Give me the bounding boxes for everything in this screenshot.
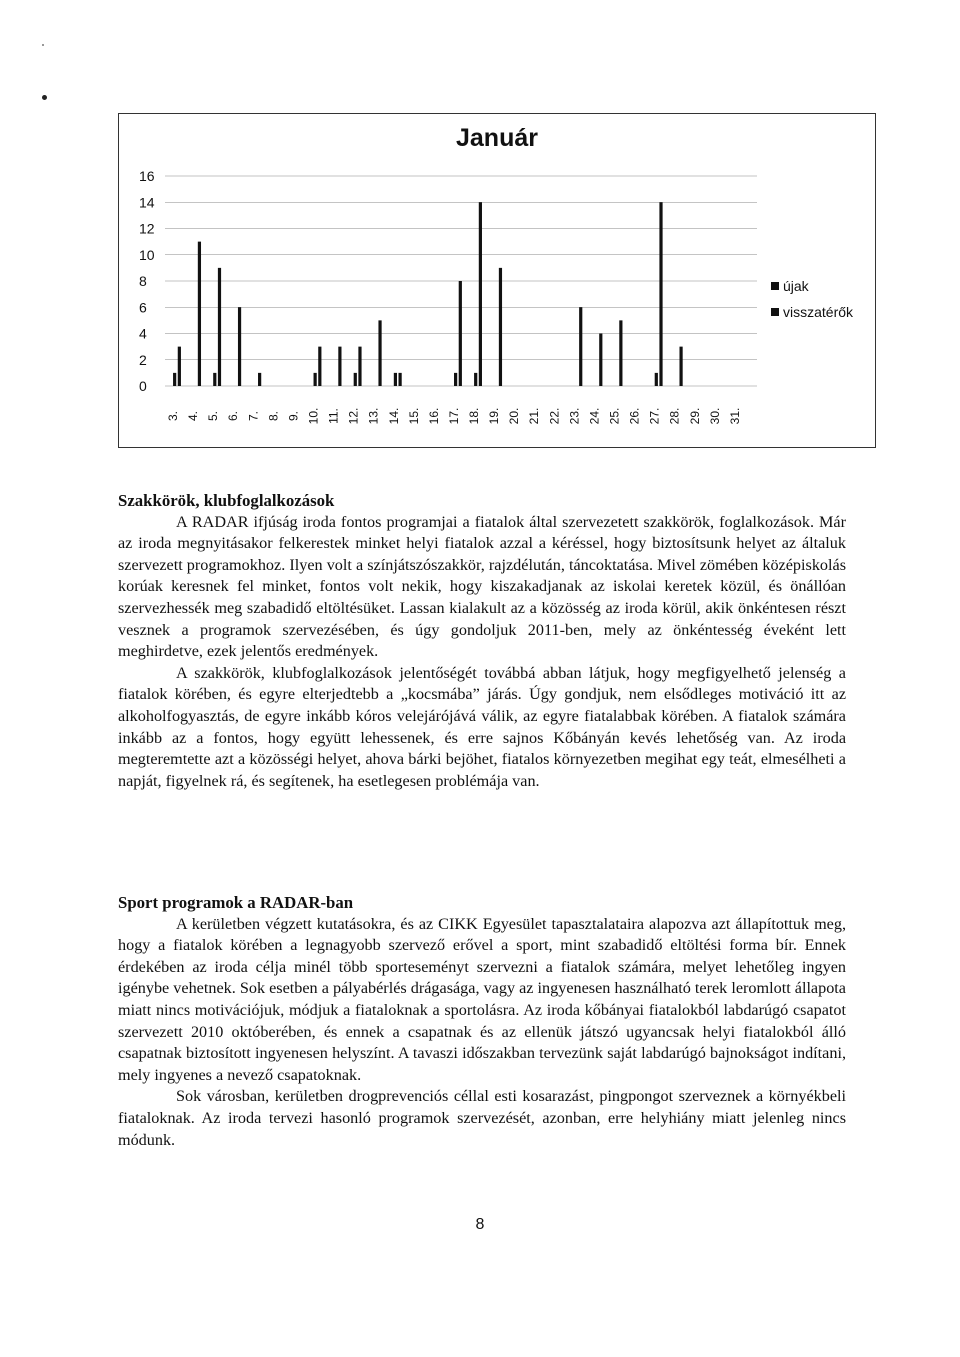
x-tick-label: 5. <box>206 410 221 422</box>
bar-returning <box>619 320 622 386</box>
x-tick-label: 14. <box>386 407 401 425</box>
bar-returning <box>459 281 462 386</box>
x-tick-label: 9. <box>286 410 301 422</box>
bar-returning <box>258 373 261 386</box>
x-tick-label: 20. <box>507 407 522 425</box>
bar-returning <box>599 334 602 387</box>
x-tick-label: 26. <box>627 407 642 425</box>
y-tick-label: 0 <box>139 378 147 394</box>
bar-new <box>394 373 397 386</box>
x-tick-label: 18. <box>467 407 482 425</box>
bar-returning <box>579 307 582 386</box>
y-tick-label: 4 <box>139 325 147 342</box>
legend-swatch-icon <box>771 282 779 290</box>
y-tick-label: 2 <box>139 351 147 368</box>
bar-new <box>454 373 457 386</box>
chart-legend <box>771 278 853 330</box>
chart-title: Január <box>456 124 538 152</box>
x-tick-label: 27. <box>647 407 662 425</box>
x-tick-label: 4. <box>186 410 201 422</box>
y-tick-label: 16 <box>139 168 155 184</box>
y-tick-label: 12 <box>139 220 155 237</box>
y-tick-label: 6 <box>139 299 147 316</box>
section-sports <box>118 892 846 1151</box>
x-tick-label: 30. <box>707 407 722 425</box>
x-tick-label: 22. <box>547 407 562 425</box>
x-tick-label: 6. <box>226 410 241 422</box>
x-tick-label: 29. <box>687 407 702 425</box>
paragraph: A RADAR ifjúság iroda fontos programjai a fiatalok által szervezetett szakkörök, foglalkozások. Már az iroda megnyitásakor felkerestek minket helyi fiatalok azzal a kéréssel, hogy biztosítsunk helyet az általuk szervezett programokhoz. Ilyen volt a színjátszószakkör, rajzdélután, táncoktatása. Mivel zömében középiskolás korúak keresnek fel minket, fontos volt nekik, hogy kiszakadjanak az iskolai keretek közül, és önállóan szervezhessék meg szabadidő eltöltésüket. Lassan kialakult az a közösség az iroda körül, akik önkéntesen részt vesznek a programok szervezésében, és úgy gondoljuk 2011-ben, mely az önkéntesség éveként lett meghirdetve, ezek jelentős eredmények. <box>118 512 846 661</box>
bar-returning <box>318 347 321 386</box>
x-tick-label: 25. <box>607 407 622 425</box>
bar-returning <box>399 373 402 386</box>
x-tick-label: 19. <box>487 407 502 425</box>
x-tick-label: 16. <box>426 407 441 425</box>
x-tick-label: 15. <box>406 407 421 425</box>
y-tick-label: 8 <box>139 273 147 289</box>
y-tick-label: 10 <box>139 246 155 263</box>
bar-returning <box>679 347 682 386</box>
paragraph: A szakkörök, klubfoglalkozások jelentőségét továbbá abban látjuk, hogy megfigyelhető jelenség a fiatalok körében, és egyre elterjedtebb a „kocsmába” járás. Úgy gondjuk, nem elsődleges motiváció itt az alkoholfogyasztás, de egyre inkább kóros velejárójává válik, az egyre fiatalabbak körében. A fiatalok számára inkább az a fontos, hogy együtt lehessenek, és erre sajnos Kőbányán kevés lehetőség van. Az iroda megteremtette azt a közösségi helyet, ahova bárki bejöhet, fiatalos környezetben megihat egy teát, elmesélheti a napját, figyelnek rá, és segítenek, ha esetlegesen problémája van. <box>118 663 846 790</box>
chart-frame <box>118 113 876 448</box>
x-tick-label: 13. <box>366 407 381 425</box>
bar-new <box>213 373 216 386</box>
x-tick-label: 11. <box>326 408 341 424</box>
x-tick-label: 17. <box>446 407 461 425</box>
section-heading: Szakkörök, klubfoglalkozások <box>118 491 335 510</box>
bar-returning <box>178 347 181 386</box>
legend-label-new: újak <box>783 278 809 294</box>
legend-label-returning: visszatérők <box>783 304 854 320</box>
stray-dot <box>42 95 47 100</box>
x-tick-label: 31. <box>727 407 742 425</box>
legend-item-new <box>771 278 853 294</box>
bar-new <box>655 373 658 386</box>
bar-returning <box>358 347 361 386</box>
x-tick-label: 28. <box>667 407 682 425</box>
legend-item-returning <box>771 304 853 320</box>
section-clubs <box>118 490 846 792</box>
bar-returning <box>218 268 221 386</box>
page-number: 8 <box>475 1216 485 1233</box>
bar-new <box>474 373 477 386</box>
legend-swatch-icon <box>771 308 779 316</box>
bar-chart <box>119 114 875 447</box>
x-tick-label: 24. <box>587 407 602 425</box>
scan-speck <box>42 44 44 46</box>
x-tick-label: 7. <box>246 410 261 422</box>
bar-new <box>354 373 357 386</box>
x-tick-label: 21. <box>527 407 542 425</box>
bar-returning <box>198 242 201 386</box>
bar-returning <box>378 320 381 386</box>
x-tick-label: 12. <box>346 407 361 425</box>
bar-returning <box>479 202 482 386</box>
x-tick-label: 3. <box>166 410 180 422</box>
bar-new <box>314 373 317 386</box>
x-tick-label: 10. <box>306 407 321 425</box>
bar-returning <box>338 347 341 386</box>
bar-returning <box>238 307 241 386</box>
x-tick-label: 8. <box>266 410 281 422</box>
paragraph: A kerületben végzett kutatásokra, és az CIKK Egyesület tapasztalataira alapozva azt állapítottuk meg, hogy a fiatalok körében a legnagyobb szervező erővel a sport, mint szabadidő eltöltési forma bír. Ennek érdekében az iroda célja minél több sporteseményt szervezni a fiatalok számára, melyet lehetőleg ingyen igénybe vehetnek. Sok esetben a pályabérlés drágasága, vagy az ingyenesen használható terek leromlott állapota miatt nincs motivációjuk, módjuk a fiataloknak a sportolásra. Az iroda kőbányai fiatalokból labdarúgó csapatot szervezett 2010 októberében, és ennek a csapatnak és az ellenük játszó ugyancsak helyi fiatalokból álló csapatnak biztosított ingyenesen helyszínt. A tavaszi időszakban tervezünk saját labdarúgó bajnokságot indítani, mely ingyenes a nevező csapatoknak. <box>118 914 846 1084</box>
paragraph: Sok városban, kerületben drogprevenciós céllal esti kosarazást, pingpongot szerveznek a környékbeli fiataloknak. Az iroda tervezi hasonló programok szervezését, azonban, erre helyhiány miatt jelenleg nincs módunk. <box>118 1087 846 1149</box>
y-tick-label: 14 <box>139 194 155 211</box>
bar-returning <box>499 268 502 386</box>
bar-new <box>173 373 176 386</box>
section-heading: Sport programok a RADAR-ban <box>118 893 354 912</box>
bar-returning <box>659 202 662 386</box>
x-tick-label: 23. <box>567 407 582 425</box>
